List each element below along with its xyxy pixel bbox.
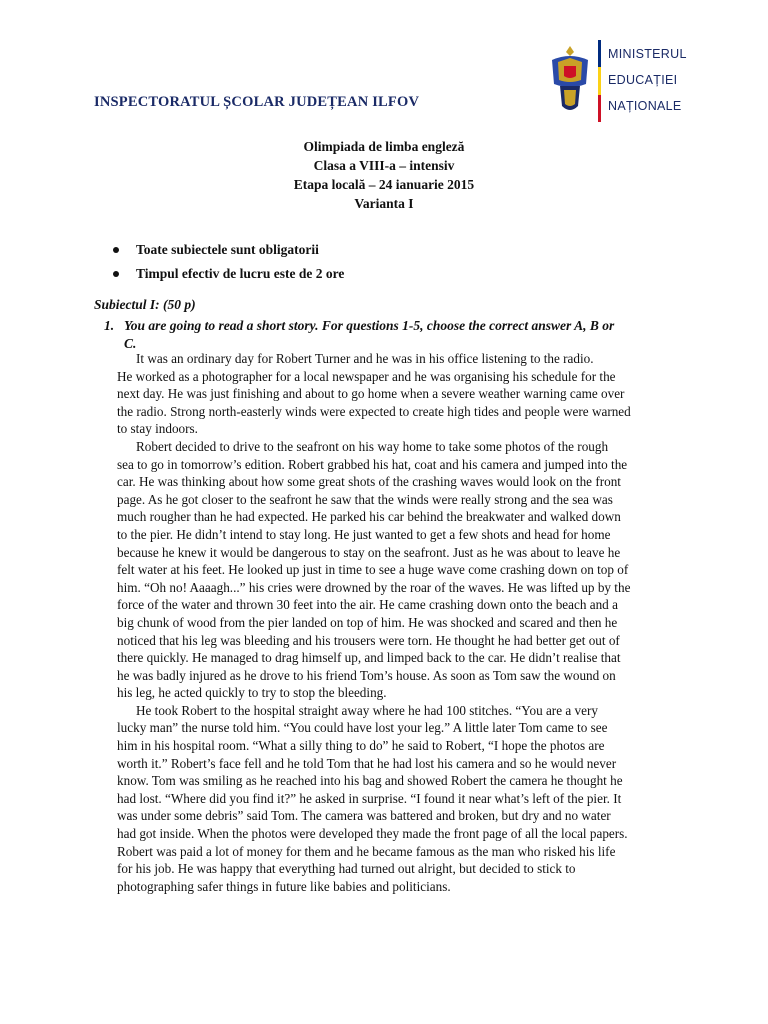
bullet-icon: [113, 271, 119, 277]
story-line: felt water at his feet. He looked up just in time to see a huge wave come crashing down on top of: [117, 562, 629, 578]
exam-stage: Etapa locală – 24 ianuarie 2015: [293, 177, 475, 192]
romanian-coat-of-arms-icon: [548, 44, 592, 116]
story-line: Robert decided to drive to the seafront on his way home to take some photos of the rough: [136, 438, 609, 454]
story-line: he was badly injured as he drove to his friend Tom’s house. As soon as Tom saw the wound on: [117, 667, 616, 683]
story-line: lucky man” the nurse told him. “You could have lost your leg.” A little later Tom came to see: [117, 720, 608, 736]
bullet-icon: [113, 247, 119, 253]
story-line: page. As he got closer to the seafront he saw that the winds were really strong and the sea was: [117, 491, 613, 507]
rule-text: Toate subiectele sunt obligatorii: [136, 242, 319, 257]
rule-item: [113, 262, 344, 286]
ministry-line: EDUCAȚIEI: [608, 73, 678, 87]
story-line: him in his hospital room. “What a silly thing to do” he said to Robert, “I hope the photos are: [117, 738, 605, 754]
story-line: him. “Oh no! Aaaagh...” his cries were drowned by the roar of the waves. He was lifted up by the: [117, 579, 631, 595]
ministry-line: MINISTERUL: [608, 47, 687, 61]
exam-class: Clasa a VIII-a – intensiv: [313, 158, 455, 173]
flag-stripe-blue: [598, 40, 601, 67]
tricolor-stripe: [598, 40, 601, 122]
story-line: was under some debris” said Tom. The camera was battered and broken, but dry and no water: [117, 808, 611, 824]
story-line: noticed that his leg was bleeding and his trousers were torn. He thought he had better get out of: [117, 632, 620, 648]
story-line: because he knew it would be dangerous to stay on the seafront. Just as he was about to leave he: [117, 544, 621, 560]
story-line: there quickly. He managed to drag himself up, and limped back to the car. He didn’t realise that: [117, 650, 621, 666]
instruction-text: You are going to read a short story. For questions 1-5, choose the correct answer A, B or: [124, 318, 615, 333]
story-line: had lost. “Where did you find it?” he asked in surprise. “I found it near what’s left of the pier. It: [117, 790, 622, 806]
story-line: to the pier. He didn’t intend to stay long. He just wanted to get a few shots and head for home: [117, 526, 611, 542]
ministry-line: NAȚIONALE: [608, 99, 682, 113]
rule-item: [113, 238, 344, 262]
story-line: Robert was paid a lot of money for them and he became famous as the man who risked his life: [117, 843, 616, 859]
story-line: He worked as a photographer for a local newspaper and he was organising his schedule for the: [117, 368, 616, 384]
exam-title: Olimpiada de limba engleză: [303, 139, 465, 154]
instruction-text: C.: [124, 335, 137, 351]
flag-stripe-red: [598, 95, 601, 122]
story-line: worth it.” Robert’s face fell and he told Tom that he had lost his camera and so he would never: [117, 755, 617, 771]
subject-title: Subiectul I: (50 p): [94, 297, 196, 312]
story-line: big chunk of wood from the pier landed on top of him. He was shocked and scared and then he: [117, 614, 618, 630]
story-line: much rougher than he had expected. He parked his car behind the breakwater and walked down: [117, 509, 621, 525]
question-instruction: [104, 317, 664, 352]
story-line: force of the water and thrown 30 feet into the air. He came crashing down onto the beach and a: [117, 597, 618, 613]
story-line: It was an ordinary day for Robert Turner and he was in his office listening to the radio.: [136, 351, 594, 366]
story-line: He took Robert to the hospital straight away where he had 100 stitches. “You are a very: [136, 702, 598, 718]
story-line: to stay indoors.: [117, 421, 198, 437]
story-line: sea to go in tomorrow’s edition. Robert grabbed his hat, coat and his camera and jumped into the: [117, 456, 628, 472]
story-line: had got inside. When the photos were developed they made the front page of all the local papers.: [117, 826, 628, 842]
story-line: for his job. He was happy that everything had turned out alright, but decided to stick to: [117, 861, 576, 877]
instruction-number: 1.: [104, 318, 115, 333]
rule-text: Timpul efectiv de lucru este de 2 ore: [136, 266, 345, 281]
story-line: his leg, he acted quickly to try to stop the bleeding.: [117, 685, 387, 701]
story-text: [117, 350, 677, 895]
story-line: know. Tom was smiling as he reached into his bag and showed Robert the camera he thought he: [117, 773, 623, 789]
story-line: photographing safer things in future like babies and politicians.: [117, 878, 451, 894]
story-line: next day. He was just finishing and about to go home when a severe weather warning came over: [117, 386, 625, 402]
inspectorate-title: INSPECTORATUL ȘCOLAR JUDEȚEAN ILFOV: [94, 94, 420, 110]
story-line: car. He was thinking about how some great shots of the crashing waves would look on the front: [117, 474, 621, 490]
exam-heading: [0, 137, 768, 213]
story-line: the radio. Strong north-easterly winds were expected to create high tides and people were warned: [117, 403, 631, 419]
ministry-name: [608, 41, 687, 119]
flag-stripe-yellow: [598, 67, 601, 94]
rules-list: [113, 238, 344, 286]
exam-variant: Varianta I: [354, 196, 414, 211]
